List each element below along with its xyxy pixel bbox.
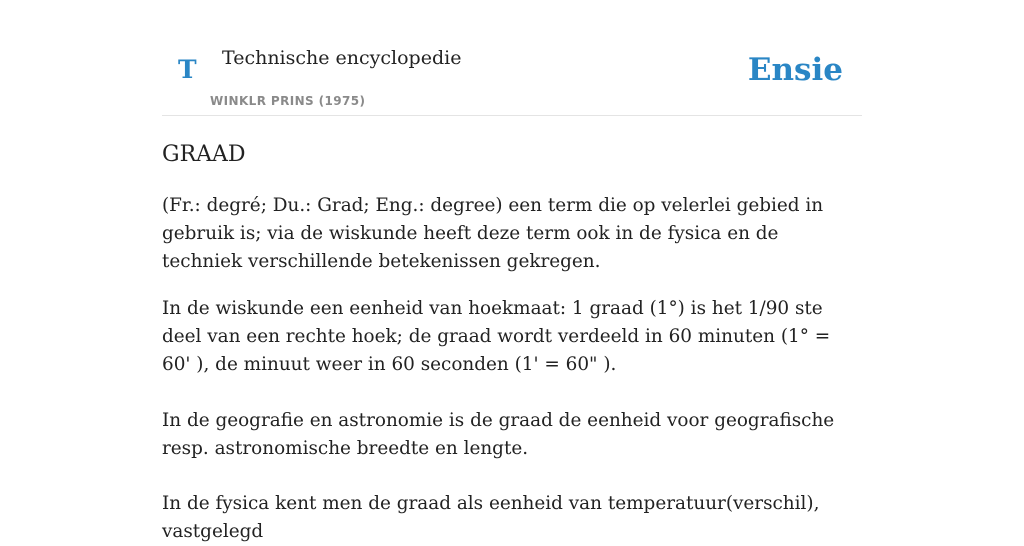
- book-source: WINKLR PRINS (1975): [210, 94, 366, 108]
- entry-paragraph: In de geografie en astronomie is de graad de eenheid voor geografische resp. astronomische breedte en lengte.: [162, 410, 835, 459]
- entry-title: GRAAD: [162, 142, 246, 167]
- entry-paragraph: In de wiskunde een eenheid van hoekmaat: 1 graad (1°) is het 1/90 ste deel van een rechte hoek; de graad wordt verdeeld in 60 minuten (1° = 60' ), de minuut weer in 60 seconden (1' = 60" ).: [162, 298, 831, 375]
- entry-paragraph: (Fr.: degré; Du.: Grad; Eng.: degree) een term die op velerlei gebied in gebruik is; via de wiskunde heeft deze term ook in de fysica en de techniek verschillende betekenissen gekregen.: [162, 195, 824, 272]
- book-title-link[interactable]: Technische encyclopedie: [222, 47, 462, 69]
- book-header: [162, 0, 862, 116]
- page-container: [162, 0, 862, 542]
- entry-paragraph: In de fysica kent men de graad als eenheid van temperatuur(verschil), vastgelegd: [162, 493, 820, 542]
- ensie-logo-link[interactable]: Ensie: [747, 52, 843, 88]
- book-logo[interactable]: T: [178, 55, 197, 84]
